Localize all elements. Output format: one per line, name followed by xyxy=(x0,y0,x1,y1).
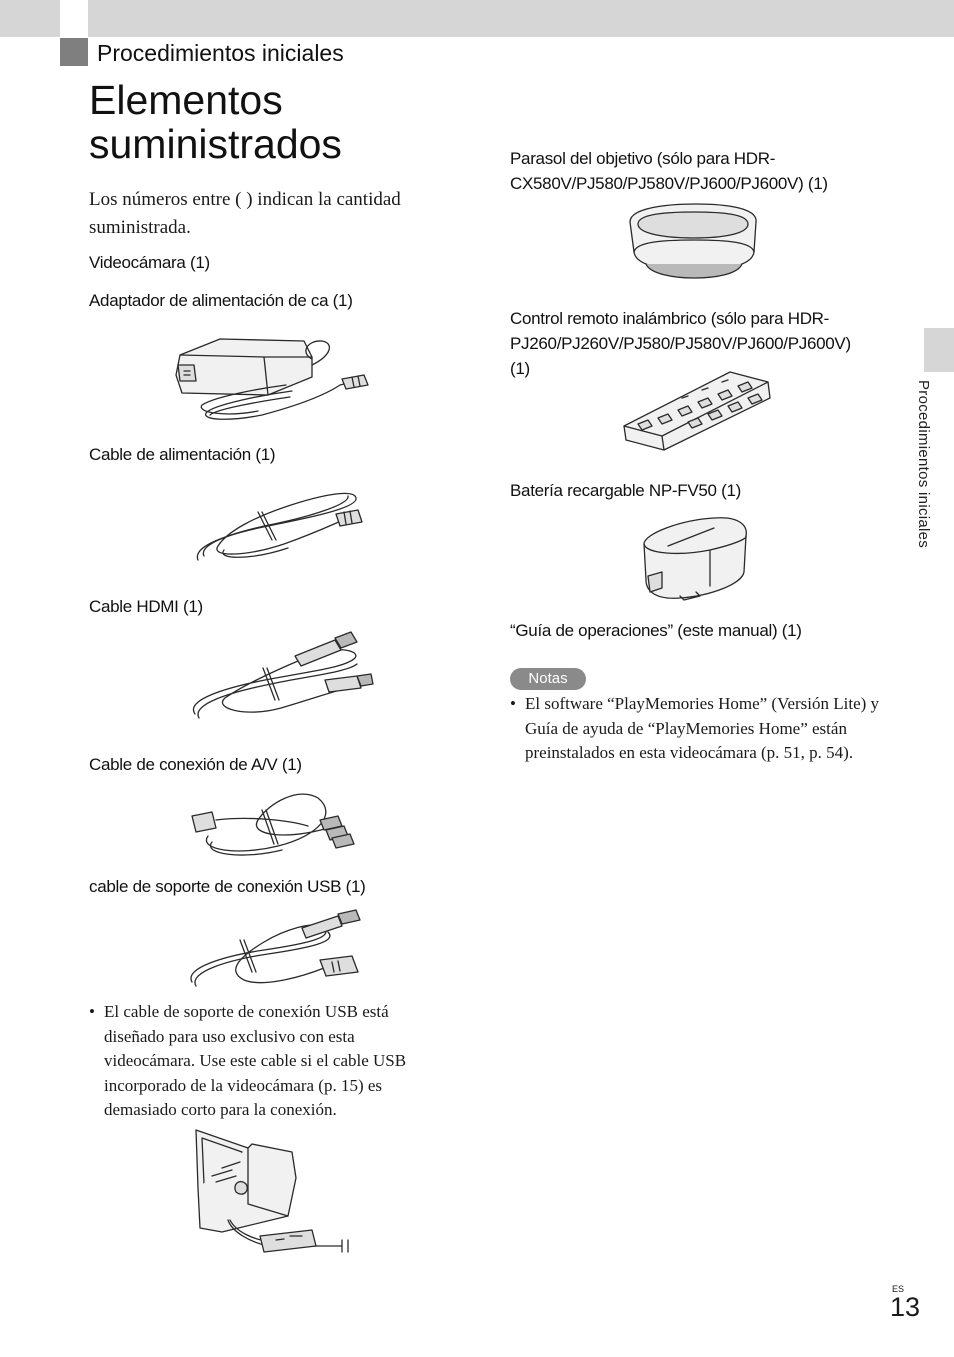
section-title: Procedimientos iniciales xyxy=(97,40,344,66)
item-label-hdmi-cable: Cable HDMI (1) xyxy=(89,597,203,616)
item-label-ac-adaptor: Adaptador de alimentación de ca (1) xyxy=(89,291,353,310)
item-label-usb-cable: cable de soporte de conexión USB (1) xyxy=(89,877,366,896)
notes-item-text: El software “PlayMemories Home” (Versión Lite) y Guía de ayuda de “PlayMemories Home” están preinstalados en esta videocámara (p. 51, p. 54). xyxy=(525,694,880,762)
item-label-battery: Batería recargable NP-FV50 (1) xyxy=(510,481,741,500)
usb-note-text: El cable de soporte de conexión USB está diseñado para uso exclusivo con esta videocámara. Use este cable si el cable USB incorporado de la videocámara (p. 15) es demasiado corto para la conexión. xyxy=(104,1002,407,1119)
remote-control-icon xyxy=(622,368,772,452)
item-label-operating-guide: “Guía de operaciones” (este manual) (1) xyxy=(510,621,802,640)
side-tab-label: Procedimientos iniciales xyxy=(915,380,932,549)
ac-adaptor-icon xyxy=(172,335,382,423)
page-language: ES xyxy=(892,1284,905,1294)
bullet: • xyxy=(510,694,516,713)
page-title-line1: Elementos xyxy=(89,77,283,123)
item-label-remote-control: Control remoto inalámbrico (sólo para HDR-PJ260/PJ260V/PJ580/PJ580V/PJ600/PJ600V) (1) xyxy=(510,309,851,378)
hdmi-cable-icon xyxy=(185,628,375,726)
notes-item xyxy=(510,692,885,766)
power-cord-icon xyxy=(188,490,368,570)
page-title xyxy=(89,78,342,166)
page-number: 13 xyxy=(890,1292,921,1322)
usb-note xyxy=(89,1000,444,1123)
intro-text: Los números entre ( ) indican la cantidad suministrada. xyxy=(89,189,401,238)
side-tab-marker xyxy=(924,328,954,372)
header-bar xyxy=(0,0,954,37)
av-cable-icon xyxy=(188,790,358,862)
usb-cable-icon xyxy=(184,910,370,992)
page-title-line2: suministrados xyxy=(89,121,342,167)
item-label-lens-hood: Parasol del objetivo (sólo para HDR-CX580V/PJ580/PJ580V/PJ600/PJ600V) (1) xyxy=(510,149,828,193)
bullet: • xyxy=(89,1002,95,1021)
camcorder-icon xyxy=(192,1128,352,1254)
item-label-power-cord: Cable de alimentación (1) xyxy=(89,445,276,464)
battery-icon xyxy=(640,516,750,602)
notes-badge: Notas xyxy=(510,668,586,690)
item-label-av-cable: Cable de conexión de A/V (1) xyxy=(89,755,302,774)
lens-hood-icon xyxy=(626,204,760,278)
item-label-camcorder: Videocámara (1) xyxy=(89,253,210,272)
header-notch xyxy=(60,0,88,37)
section-marker xyxy=(60,38,88,66)
